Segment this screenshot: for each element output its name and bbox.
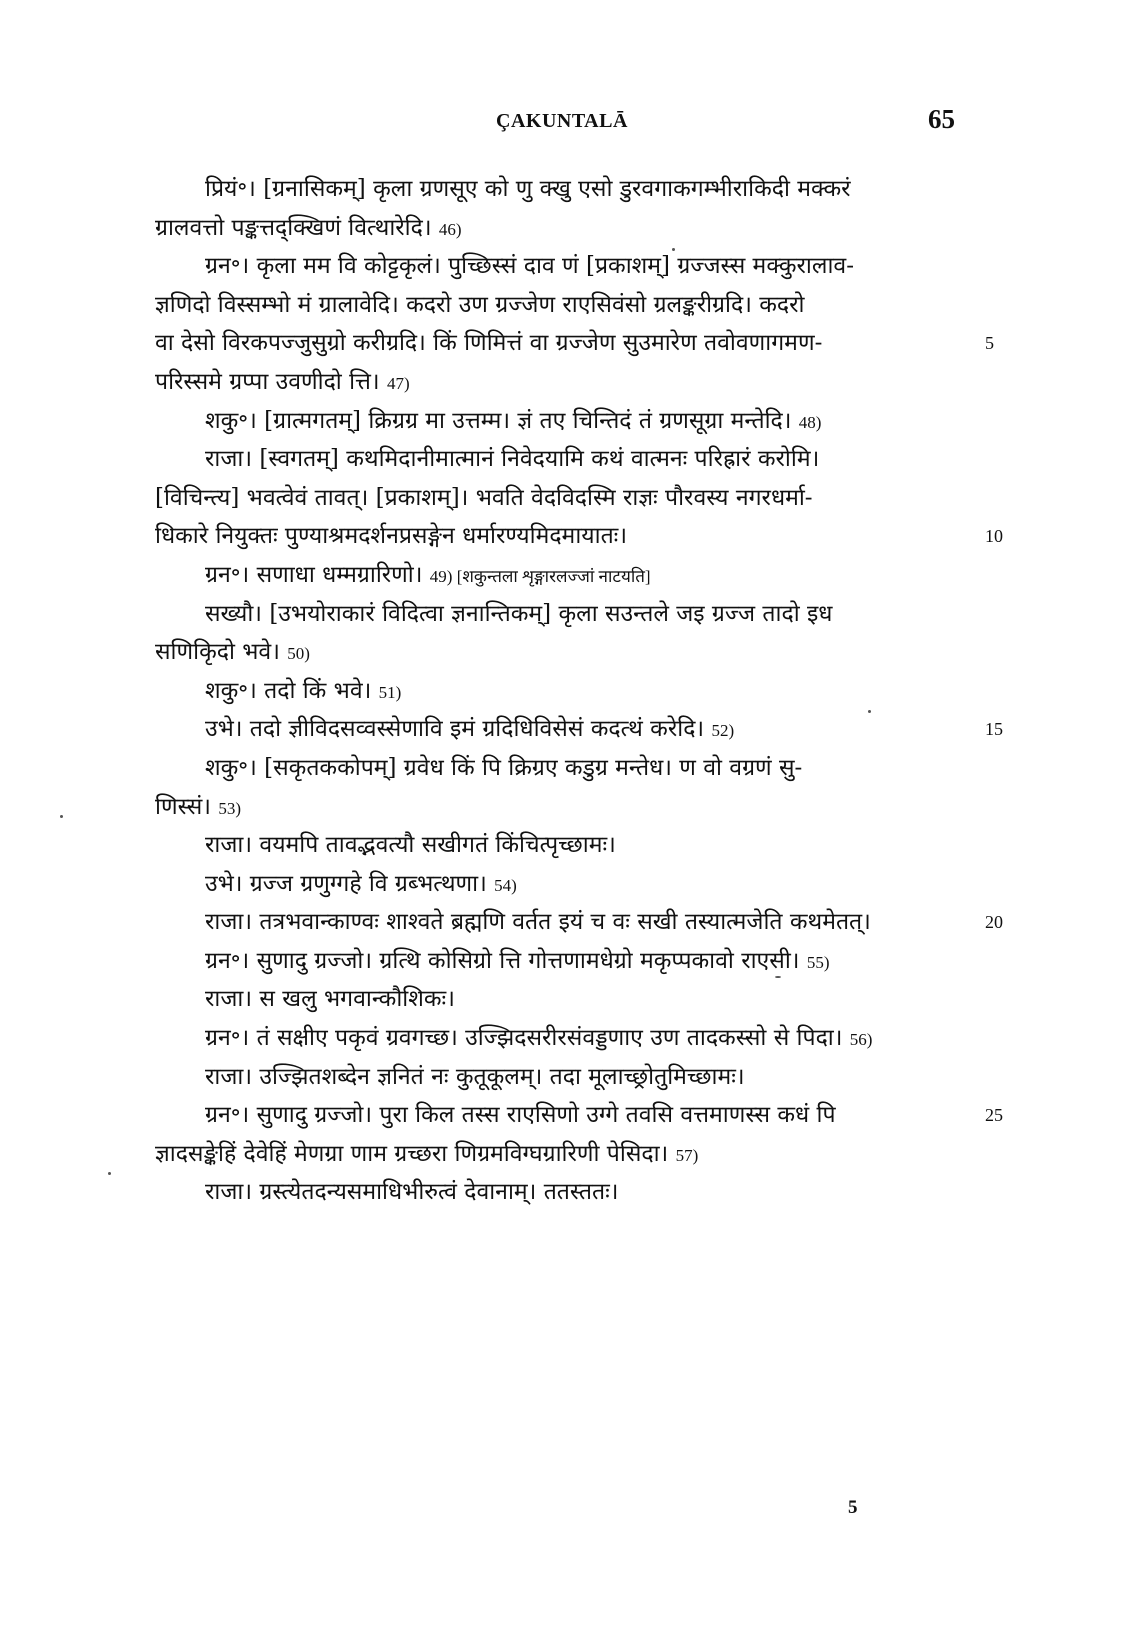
line-text: राजा। ग्रस्त्येतदन्यसमाधिभीरुत्वं देवानाम्। ततस्ततः।	[205, 1179, 619, 1206]
text-line	[155, 556, 965, 595]
margin-line-number: 15	[985, 719, 1003, 740]
margin-line-number: 25	[985, 1105, 1003, 1126]
scan-speck	[868, 710, 871, 713]
text-line	[155, 980, 965, 1019]
line-text: णिस्सं।	[155, 793, 212, 820]
note-marker: 52)	[711, 721, 735, 741]
text-line	[155, 710, 1003, 749]
text-line	[155, 633, 965, 672]
text-line	[155, 1173, 965, 1212]
running-title: ÇAKUNTALĀ	[496, 110, 628, 132]
page-number: 65	[928, 104, 955, 134]
text-line	[155, 788, 965, 827]
line-text: ग्रन॰। सणाधा धम्मग्रारिणो।	[205, 561, 423, 588]
line-text: धिकारे नियुक्तः पुण्याश्रमदर्शनप्रसङ्गेन धर्मारण्यमिदमायातः।	[155, 523, 628, 550]
line-text: राजा। स खलु भगवान्कौशिकः।	[205, 986, 455, 1013]
text-line	[155, 1058, 965, 1097]
note-marker: 48)	[798, 412, 822, 432]
line-text: ग्रालवत्तो पङ्कत्तद्क्खिणं वित्थारेदि।	[155, 214, 432, 241]
line-text: राजा। [स्वगतम्] कथमिदानीमात्मानं निवेदयामि कथं वात्मनः परिह्रारं करोमि।	[205, 446, 820, 473]
text-line	[155, 402, 965, 441]
running-header	[0, 104, 1140, 144]
note-marker: 53)	[218, 798, 242, 818]
text-line	[155, 672, 965, 711]
note-marker: 49) [शकुन्तला शृङ्गारलज्जां नाटयति]	[429, 566, 651, 586]
line-text: उभे। तदो ज्ञीविदसव्वस्सेणावि इमं ग्रदिधिविसेसं कदत्थं करेदि।	[205, 716, 705, 743]
scan-speck	[60, 815, 63, 818]
line-text: राजा। उज्झितशब्देन ज्ञनितं नः कुतूकूलम्। तदा मूलाच्छ्रोतुमिच्छामः।	[205, 1063, 745, 1090]
note-marker: 46)	[438, 219, 462, 239]
text-line	[155, 170, 965, 209]
text-line	[155, 1135, 965, 1174]
text-line	[155, 1096, 1003, 1135]
margin-line-number: 5	[985, 333, 994, 354]
scan-speck	[775, 976, 781, 978]
line-text: ज्ञादसङ्केहिं देवेहिं मेणग्रा णाम ग्रच्छरा णिग्रमविग्घग्रारिणी पेसिदा।	[155, 1140, 669, 1167]
line-text: ग्रन॰। सुणादु ग्रज्जो। ग्रत्थि कोसिग्रो त्ति गोत्तणामधेग्रो मकृप्पकावो राएसी।	[205, 947, 800, 974]
note-marker: 50)	[287, 644, 310, 664]
scan-speck	[672, 248, 675, 251]
signature-mark: 5	[848, 1497, 858, 1518]
text-line	[155, 595, 965, 634]
text-line	[155, 942, 965, 981]
note-marker: 55)	[806, 952, 830, 972]
margin-line-number: 10	[985, 526, 1003, 547]
margin-line-number: 20	[985, 912, 1003, 933]
note-marker: 54)	[494, 875, 517, 895]
line-text: ग्रन॰। तं सक्षीए पकृवं ग्रवगच्छ। उज्झिदसरीरसंवड्डणाए उण तादकस्सो से पिदा।	[205, 1025, 843, 1052]
text-line	[155, 440, 965, 479]
note-marker: 57)	[675, 1145, 699, 1165]
text-line	[155, 286, 965, 325]
scan-speck	[108, 1172, 111, 1175]
text-line	[155, 247, 965, 286]
note-marker: 51)	[378, 682, 402, 702]
text-line	[155, 826, 965, 865]
text-line	[155, 903, 1003, 942]
line-text: सणिकृिदो भवे।	[155, 639, 280, 666]
text-line	[155, 479, 965, 518]
text-line	[155, 865, 965, 904]
line-text: राजा। वयमपि तावद्भवत्यौ सखीगतं किंचित्पृच्छामः।	[205, 832, 616, 859]
text-body	[155, 170, 1003, 1212]
note-marker: 56)	[849, 1030, 873, 1050]
text-line	[155, 324, 994, 363]
line-text: शकु॰। [सकृतककोपम्] ग्रवेध किं पि क्रिग्रए कडुग्र मन्तेध। ण वो वग्रणं सु-	[205, 754, 803, 781]
text-line	[155, 363, 965, 402]
note-marker: 47)	[386, 373, 410, 393]
text-line	[155, 749, 965, 788]
line-text: ग्रन॰। सुणादु ग्रज्जो। पुरा किल तस्स राएसिणो उग्गे तवसि वत्तमाणस्स कधं पि	[205, 1102, 836, 1129]
line-text: ज्ञणिदो विस्सम्भो मं ग्रालावेदि। कदरो उण ग्रज्जेण राएसिवंसो ग्रलङ्करीग्रदि। कदरो	[155, 291, 805, 318]
line-text: उभे। ग्रज्ज ग्रणुग्गहे वि ग्रब्भत्थणा।	[205, 870, 487, 897]
text-line	[155, 517, 1003, 556]
text-line	[155, 1019, 965, 1058]
line-text: शकु॰। तदो किं भवे।	[205, 677, 372, 704]
line-text: प्रियं॰। [ग्रनासिकम्] कृला ग्रणसूए को णु क्खु एसो डुरवगाकगम्भीराकिदी मक्करं	[205, 176, 851, 202]
line-text: सख्यौ। [उभयोराकारं विदित्वा ज्ञनान्तिकम्] कृला सउन्तले जइ ग्रज्ज तादो इध	[205, 600, 833, 627]
line-text: [विचिन्त्य] भवत्वेवं तावत्। [प्रकाशम्]। भवति वेदविदस्मि राज्ञः पौरवस्य नगरधर्मा-	[155, 484, 813, 511]
text-line	[155, 209, 965, 248]
line-text: वा देसो विरकपज्जुसुग्रो करीग्रदि। किं णिमित्तं वा ग्रज्जेण सुउमारेण तवोवणागमण-	[155, 330, 823, 357]
line-text: ग्रन॰। कृला मम वि कोट्टकृलं। पुच्छिस्सं दाव णं [प्रकाशम्] ग्रज्जस्स मक्कुरालाव-	[205, 253, 854, 280]
line-text: शकु॰। [ग्रात्मगतम्] क्रिग्रग्र मा उत्तम्म। ज्ञं तए चिन्तिदं तं ग्रणसूग्रा मन्तेदि।	[205, 407, 792, 434]
line-text: परिस्समे ग्रप्पा उवणीदो त्ति।	[155, 368, 380, 395]
line-text: राजा। तत्रभवान्काण्वः शाश्वते ब्रह्मणि वर्तत इयं च वः सखी तस्यात्मजेति कथमेतत्।	[205, 909, 871, 936]
